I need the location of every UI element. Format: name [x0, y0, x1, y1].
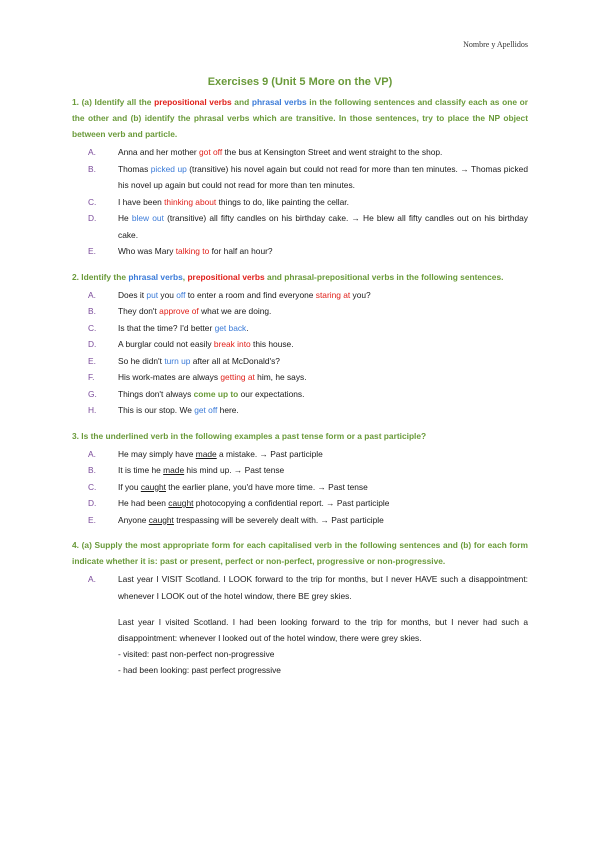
item-text: He [118, 213, 132, 223]
item-text: He had been [118, 498, 169, 508]
q2-text-3: and [264, 271, 285, 282]
q4-answer: Last year I visited Scotland. I had been looking forward to the trip for months, but I never had such a disappointment: whenever I looked out of the hotel window, there were grey skies. [118, 617, 528, 643]
list-item [72, 287, 528, 304]
list-item [72, 353, 528, 370]
q4-list [72, 571, 528, 604]
item-label: A. [88, 147, 96, 157]
underlined-verb: caught [168, 498, 194, 508]
item-label: A. [88, 574, 96, 584]
item-label: D. [88, 213, 97, 223]
verb-highlight: picked up [150, 163, 187, 174]
item-label: A. [88, 289, 96, 300]
question-1 [72, 94, 528, 142]
exercise-content [72, 94, 528, 678]
q2-text-4: verbs in the following sentences. [369, 271, 504, 282]
item-text: trespassing will be severely dealt with. → Past participle [173, 514, 384, 525]
underlined-verb: made [163, 465, 185, 475]
item-text: things to do, like painting the cellar. [216, 196, 349, 207]
item-text: Anyone [118, 514, 149, 525]
item-text: It is time he [118, 465, 164, 475]
item-text: for half an hour? [209, 246, 273, 256]
question-2 [72, 269, 528, 285]
list-item [72, 479, 528, 496]
q1-list [72, 144, 528, 260]
item-text: . [246, 322, 249, 333]
item-label: D. [88, 339, 97, 349]
item-text: I have been [118, 196, 165, 207]
item-text: So he didn't [118, 355, 165, 366]
verb-highlight: approve of [159, 306, 199, 316]
item-label: G. [88, 388, 97, 399]
item-text: our expectations. [238, 388, 305, 399]
item-label: E. [88, 514, 96, 525]
item-label: E. [88, 246, 96, 256]
item-label: B. [88, 163, 96, 174]
list-item [72, 495, 528, 512]
q1-text-2: and [231, 97, 252, 107]
item-label: H. [88, 405, 97, 415]
item-text: what we are doing. [198, 306, 272, 316]
item-text: They don't [118, 306, 160, 316]
list-item [72, 446, 528, 463]
list-item [72, 386, 528, 403]
q4-note: - visited: past non-perfect non-progressive [118, 649, 275, 659]
verb-highlight: turn up [164, 355, 191, 366]
item-text: a mistake. → Past participle [216, 448, 323, 459]
q4-note: - had been looking: past perfect progressive [118, 665, 281, 675]
page-title: Exercises 9 (Unit 5 More on the VP) [207, 76, 393, 88]
list-item [72, 144, 528, 161]
item-label: B. [88, 306, 96, 316]
item-label: C. [88, 481, 97, 492]
list-item [72, 512, 528, 529]
item-text: (transitive) all fifty candles on his birthday cake. → He blew all fifty candles out on his birthday cake. [118, 213, 528, 240]
q2-text-1: 2. Identify the [72, 271, 129, 282]
verb-highlight: staring at [315, 289, 351, 300]
item-text: Anna and her mother [118, 147, 200, 157]
item-label: E. [88, 355, 96, 366]
list-item [72, 320, 528, 337]
verb-highlight: thinking about [164, 196, 217, 207]
item-text: Things don't always [118, 388, 194, 399]
item-label: D. [88, 498, 97, 508]
q3-list [72, 446, 528, 529]
underlined-verb: caught [148, 514, 174, 525]
list-item [72, 161, 528, 194]
list-item [72, 210, 528, 243]
q2-keyword-phrasal-prepositional: phrasal-prepositional [284, 271, 370, 282]
item-text: (transitive) his novel again but could not read for more than ten minutes. → Thomas picked his novel up again but could not read for more than ten minutes. [118, 163, 528, 190]
q1-text-3: in the following sentences and classify each as one or the other and (b) identify the phrasal verbs which are transitive. In those sentences, try to place the NP object between verb and particle. [72, 97, 529, 139]
item-label: F. [88, 372, 95, 382]
item-text: this house. [250, 339, 294, 349]
item-text: He may simply have [118, 448, 196, 459]
q2-text-2: , [182, 271, 188, 282]
q1-keyword-prepositional: prepositional verbs [154, 97, 232, 107]
item-text: the bus at Kensington Street and went straight to the shop. [222, 147, 443, 157]
verb-highlight: put [146, 289, 159, 300]
item-text: This is our stop. We [118, 405, 195, 415]
list-item [72, 303, 528, 320]
item-text: here. [217, 405, 239, 415]
item-text: Does it [118, 289, 147, 300]
verb-highlight: off [176, 289, 186, 300]
verb-highlight: blew out [131, 213, 164, 223]
list-item [72, 369, 528, 386]
item-text: his mind up. → Past tense [184, 465, 285, 475]
verb-highlight: got off [199, 147, 223, 157]
question-3: 3. Is the underlined verb in the following examples a past tense form or a past participle? [72, 430, 427, 441]
verb-highlight: break into [213, 339, 251, 349]
q1-keyword-phrasal: phrasal verbs [251, 97, 307, 107]
item-label: C. [88, 322, 97, 333]
verb-highlight: get off [194, 405, 218, 415]
list-item [72, 571, 528, 604]
item-text: A burglar could not easily [118, 339, 214, 349]
item-text: photocopying a confidential report. → Past participle [193, 498, 390, 508]
item-text: him, he says. [254, 372, 307, 382]
q2-list [72, 287, 528, 419]
verb-highlight: get back [214, 322, 247, 333]
verb-highlight: talking to [175, 246, 210, 256]
list-item [72, 336, 528, 353]
underlined-verb: made [195, 448, 217, 459]
item-text: you [158, 289, 177, 300]
item-text: the earlier plane, you'd have more time. → Past tense [165, 481, 368, 492]
q2-keyword-phrasal: phrasal verbs [128, 271, 183, 282]
item-text: Thomas [118, 163, 151, 174]
item-text: you? [350, 289, 371, 300]
item-label: C. [88, 196, 97, 207]
item-text: Last year I VISIT Scotland. I LOOK forward to the trip for months, but I never HAVE such a disappointment: whenever I LOOK out of the hotel window, there BE grey skies. [118, 574, 528, 601]
q1-text-1: 1. (a) Identify all the [72, 97, 155, 107]
item-label: A. [88, 448, 96, 459]
verb-highlight: getting at [220, 372, 255, 382]
list-item [72, 402, 528, 419]
underlined-verb: caught [140, 481, 166, 492]
list-item [72, 243, 528, 260]
item-text: after all at McDonald's? [190, 355, 280, 366]
q2-keyword-prepositional: prepositional verbs [187, 271, 265, 282]
item-text: Who was Mary [118, 246, 176, 256]
verb-highlight: come up to [193, 388, 239, 399]
item-text: His work-mates are always [118, 372, 221, 382]
item-text: If you [118, 481, 141, 492]
item-text: Is that the time? I'd better [118, 322, 215, 333]
author-name-header: Nombre y Apellidos [463, 40, 528, 49]
question-4: 4. (a) Supply the most appropriate form for each capitalised verb in the following sentences and (b) for each form indicate whether it is: past or present, perfect or non-perfect, progressive or non-progressive. [72, 540, 528, 566]
item-label: B. [88, 465, 96, 475]
list-item [72, 462, 528, 479]
item-text: to enter a room and find everyone [185, 289, 316, 300]
list-item [72, 194, 528, 211]
